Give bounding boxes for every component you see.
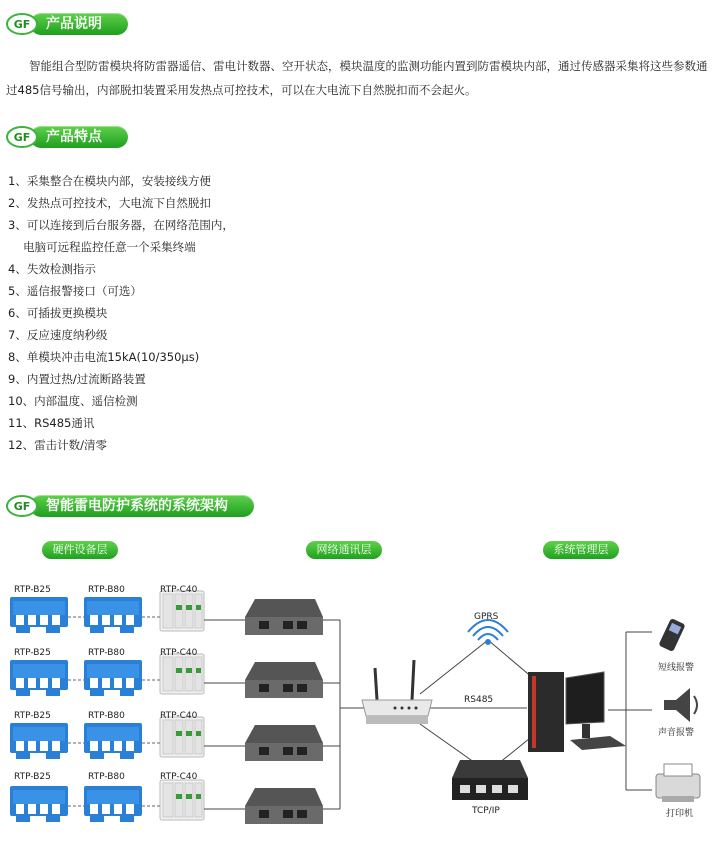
- device-label: RTP-B80: [88, 711, 125, 721]
- output-label-sms-alarm: 短线报警: [658, 663, 695, 673]
- wifi-signal-icon: [468, 620, 508, 644]
- layer-label-network: 网络通讯层: [306, 541, 382, 559]
- layer-label-management: 系统管理层: [543, 541, 619, 559]
- device-label: RTP-B25: [14, 585, 51, 595]
- feature-item: 12、雷击计数/清零: [8, 438, 108, 452]
- rs485-label: RS485: [464, 695, 494, 705]
- brand-logo-icon: [6, 126, 38, 148]
- feature-item: 7、反应速度纳秒级: [8, 328, 108, 342]
- brand-logo-icon: [6, 495, 38, 517]
- device-label: RTP-C40: [160, 648, 198, 658]
- feature-item: 11、RS485通讯: [8, 416, 95, 430]
- feature-item: 8、单模块冲击电流15kA(10/350μs): [8, 350, 200, 364]
- svg-text:GF: GF: [13, 18, 31, 31]
- device-label: RTP-B25: [14, 711, 51, 721]
- tcpip-label: TCP/IP: [472, 806, 500, 816]
- section-header-architecture: [6, 494, 254, 518]
- output-label-printer: 打印机: [666, 809, 694, 819]
- feature-item: 5、遥信报警接口（可选）: [8, 284, 142, 298]
- device-label: RTP-C40: [160, 772, 198, 782]
- feature-item: 9、内置过热/过流断路装置: [8, 372, 146, 386]
- brand-logo-icon: [6, 13, 38, 35]
- description-paragraph: 智能组合型防雷模块将防雷器遥信、雷电计数器、空开状态，模块温度的监测功能内置到防雷模块内部，通过传感器采集将这些参数通过485信号输出，内部脱扣装置采用发热点可控技术，可以在大电流下自然脱扣而不会起火。: [6, 59, 708, 97]
- router-icon: [362, 660, 432, 724]
- feature-item: 2、发热点可控技术，大电流下自然脱扣: [8, 196, 211, 210]
- device-row: [10, 591, 323, 635]
- section-title: 产品特点: [30, 126, 128, 148]
- section-title: 智能雷电防护系统的系统架构: [30, 495, 254, 517]
- feature-item: 3、可以连接到后台服务器，在网络范围内，: [8, 218, 234, 232]
- device-label: RTP-B25: [14, 648, 51, 658]
- section-title: 产品说明: [30, 13, 128, 35]
- device-label: RTP-B25: [14, 772, 51, 782]
- section-header-description: [6, 12, 128, 36]
- gprs-label: GPRS: [474, 612, 499, 622]
- feature-item: 10、内部温度、遥信检测: [8, 394, 138, 408]
- feature-item: 4、失效检测指示: [8, 262, 96, 276]
- device-row: [10, 780, 323, 824]
- network-hub-icon: [452, 760, 528, 800]
- device-label: RTP-C40: [160, 585, 198, 595]
- phone-icon: [658, 618, 685, 652]
- svg-text:GF: GF: [13, 131, 31, 144]
- computer-icon: [528, 672, 626, 752]
- device-label: RTP-B80: [88, 648, 125, 658]
- printer-icon: [656, 764, 700, 802]
- feature-item: 6、可插拔更换模块: [8, 306, 108, 320]
- speaker-icon: [664, 688, 697, 722]
- device-label: RTP-C40: [160, 711, 198, 721]
- output-label-sound-alarm: 声音报警: [658, 728, 695, 738]
- feature-item: 电脑可远程监控任意一个采集终端: [8, 240, 196, 254]
- device-row: [10, 654, 323, 698]
- device-label: RTP-B80: [88, 772, 125, 782]
- feature-item: 1、采集整合在模块内部，安装接线方便: [8, 174, 211, 188]
- layer-label-hardware: 硬件设备层: [42, 541, 118, 559]
- device-label: RTP-B80: [88, 585, 125, 595]
- device-row: [10, 717, 323, 761]
- svg-text:GF: GF: [13, 500, 31, 513]
- architecture-diagram: [0, 560, 718, 849]
- section-header-features: [6, 125, 128, 149]
